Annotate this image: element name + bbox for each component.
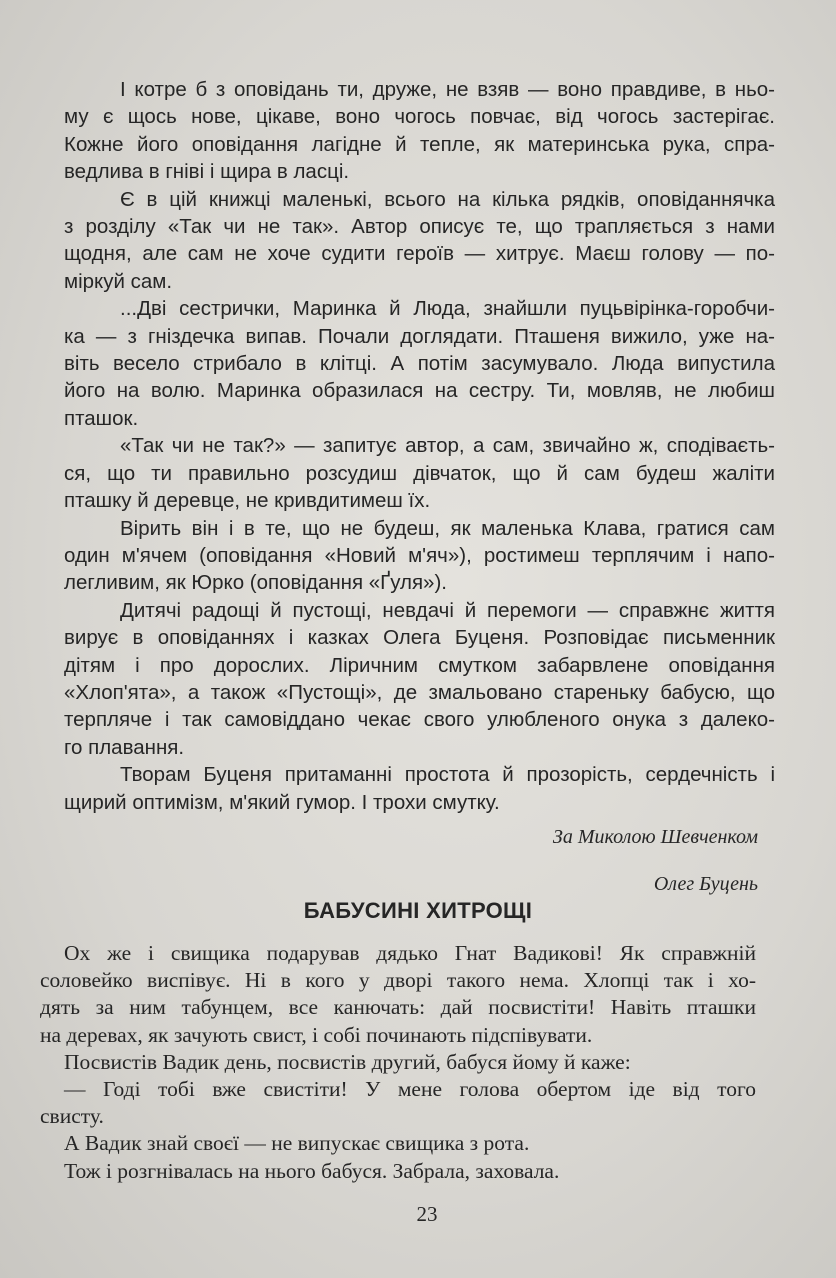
text-line: «Хлоп'ята», а також «Пустощі», де змальовано стареньку бабусю, що [64, 680, 775, 704]
story-title: БАБУСИНІ ХИТРОЩІ [303, 898, 533, 923]
paragraph [64, 761, 775, 816]
text-line: свисту. [40, 1104, 104, 1129]
text-line: його на волю. Маринка образилася на сестру. Ти, мовляв, не любиш [64, 379, 775, 403]
text-line: Ох же і свищика подарував дядько Гнат Вадикові! Як справжній [64, 941, 756, 965]
text-line: міркуй сам. [64, 269, 173, 293]
text-line: щодня, але сам не хоче судити героїв — хитрує. Маєш голову — по- [64, 242, 775, 266]
text-line: Дитячі радощі й пустощі, невдачі й перемоги — справжнє життя [120, 598, 775, 622]
paragraph [64, 432, 775, 514]
text-line: Є в цій книжці маленькі, всього на кілька рядків, оповіданнячка [120, 187, 775, 211]
text-line: Творам Буценя притаманні простота й прозорість, сердечність і [120, 763, 775, 787]
text-line: ведлива в гніві і щира в ласці. [64, 160, 350, 184]
text-line: І котре б з оповідань ти, друже, не взяв — воно правдиве, в ньо- [120, 78, 775, 101]
paragraph [40, 1130, 756, 1157]
text-line: з розділу «Так чи не так». Автор описує те, що трапляється з нами [64, 215, 775, 239]
text-line: терпляче і так самовіддано чекає свого улюбленого онука з далеко- [64, 708, 775, 732]
text-line: Кожне його оповідання лагідне й тепле, як материнська рука, спра- [64, 132, 775, 156]
text-line: ...Дві сестрички, Маринка й Люда, знайшли пуцьвірінка-горобчи- [120, 297, 775, 321]
text-line: соловейко виспівує. Ні в кого у дворі такого нема. Хлопці так і хо- [40, 968, 756, 993]
paragraph [40, 1076, 756, 1130]
page-number: 23 [416, 1202, 438, 1226]
paragraph [64, 597, 775, 761]
paragraph [64, 295, 775, 432]
text-line: на деревах, як зачують свист, і собі починають підспівувати. [40, 1022, 593, 1047]
text-line: му є щось нове, цікаве, воно чогось повчає, від чогось застерігає. [64, 105, 775, 129]
text-line: А Вадик знай своєї — не випускає свищика з рота. [64, 1131, 530, 1156]
paragraph [64, 186, 775, 296]
text-line: щирий оптимізм, м'який гумор. І трохи смутку. [64, 790, 500, 814]
text-line: віть весело стрибало в клітці. А потім засумувало. Люда випустила [64, 352, 775, 376]
paragraph [40, 1049, 756, 1076]
text-line: вирує в оповіданнях і казках Олега Буценя. Розповідає письменник [64, 626, 775, 650]
story-author: Олег Буцень [653, 873, 758, 895]
text-line: Тож і розгнівалась на нього бабуся. Забрала, заховала. [64, 1158, 560, 1183]
paragraph [64, 515, 775, 597]
text-line: — Годі тобі вже свистіти! У мене голова обертом іде від того [64, 1077, 756, 1102]
essay-attribution: За Миколою Шевченком [552, 826, 758, 848]
text-line: ка — з гніздечка випав. Почали доглядати. Пташеня вижило, уже на- [64, 324, 775, 348]
paragraph [40, 940, 756, 1049]
paragraph [40, 1158, 756, 1185]
text-line: го плавання. [64, 735, 185, 759]
essay-text [64, 76, 775, 816]
text-line: Посвистів Вадик день, посвистів другий, бабуся йому й каже: [64, 1049, 631, 1074]
text-line: «Так чи не так?» — запитує автор, а сам, звичайно ж, сподіваєть- [120, 434, 775, 458]
text-line: Вірить він і в те, що не будеш, як маленька Клава, гратися сам [120, 516, 775, 540]
text-line: ся, що ти правильно розсудиш дівчаток, що й сам будеш жаліти [64, 461, 775, 485]
paragraph [64, 76, 775, 186]
text-line: пташку й деревце, не кривдитимеш їх. [64, 489, 431, 513]
text-line: легливим, як Юрко (оповідання «Ґуля»). [64, 571, 447, 595]
text-line: один м'ячем (оповідання «Новий м'яч»), ростимеш терплячим і напо- [64, 543, 775, 567]
text-line: пташок. [64, 406, 139, 430]
text-line: дять за ним табунцем, все канючать: дай посвистіти! Навіть пташки [40, 995, 756, 1020]
text-line: дітям і про дорослих. Ліричним смутком забарвлене оповідання [64, 653, 775, 677]
story-text [40, 940, 756, 1185]
